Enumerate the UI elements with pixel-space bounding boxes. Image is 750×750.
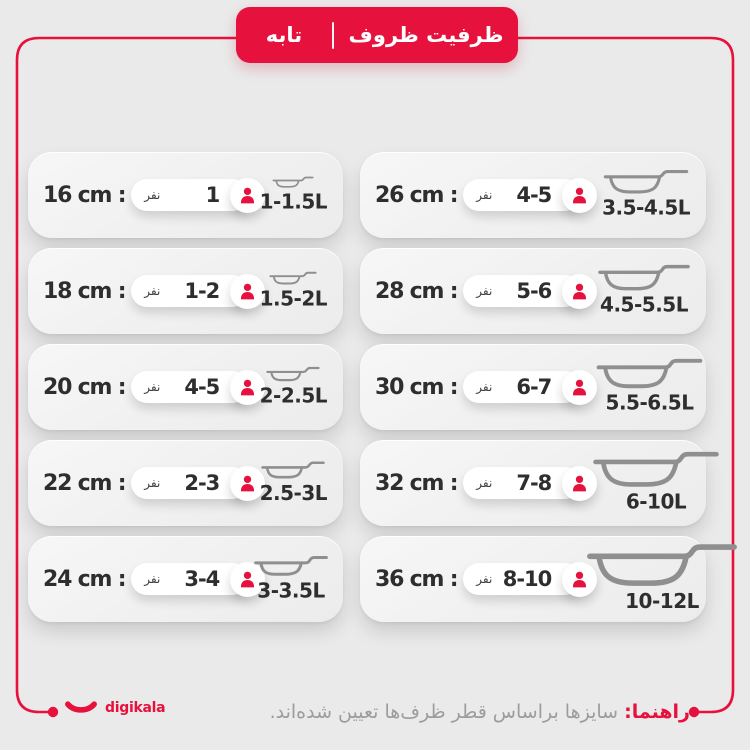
pan-icon [273, 177, 313, 189]
servings-count: 1-2 [184, 279, 220, 303]
digikala-logo [64, 700, 165, 716]
capacity-label: 3-3.5L [257, 578, 325, 603]
servings-count: 6-7 [516, 375, 552, 399]
servings-unit-label: نفر [476, 476, 493, 490]
capacity-block [597, 360, 702, 415]
digikala-wordmark: digikala [105, 700, 166, 716]
diameter-label: 16 cm : [43, 182, 126, 208]
servings-unit-label: نفر [144, 476, 161, 490]
capacity-label: 2.5-3L [259, 481, 327, 505]
card-32cm [360, 440, 706, 526]
servings-pill [131, 467, 249, 499]
servings-pill [131, 371, 249, 403]
diameter-label: 24 cm : [43, 566, 126, 592]
capacity-block [260, 177, 327, 214]
servings-count: 4-5 [184, 375, 220, 399]
servings-unit-label: نفر [476, 284, 493, 298]
pan-icon [594, 453, 718, 489]
servings-count: 2-3 [184, 471, 220, 495]
card-36cm [360, 536, 706, 622]
pan-icon [598, 266, 690, 292]
pan-icon [262, 461, 324, 480]
diameter-label: 32 cm : [375, 470, 458, 496]
servings-pill [463, 371, 581, 403]
diameter-label: 28 cm : [375, 278, 458, 304]
person-icon [562, 466, 597, 501]
capacity-label: 1.5-2L [259, 286, 327, 311]
servings-pill [463, 179, 581, 211]
card-16cm [28, 152, 343, 238]
card-20cm [28, 344, 343, 430]
footer-note-label: راهنما: [624, 701, 690, 723]
servings-count: 3-4 [184, 567, 220, 591]
diameter-label: 26 cm : [375, 182, 458, 208]
card-24cm [28, 536, 343, 622]
servings-count: 1 [205, 183, 220, 207]
capacity-block [594, 453, 718, 514]
diameter-label: 20 cm : [43, 374, 126, 400]
servings-unit-label: نفر [476, 188, 493, 202]
pan-icon [270, 272, 316, 286]
servings-pill [463, 563, 581, 595]
capacity-block [260, 272, 327, 311]
card-28cm [360, 248, 706, 334]
diameter-label: 30 cm : [375, 374, 458, 400]
capacity-block [255, 556, 327, 603]
size-cards-grid [28, 152, 706, 622]
capacity-block [602, 171, 690, 220]
capacity-label: 4.5-5.5L [600, 292, 688, 317]
person-icon [562, 370, 597, 405]
capacity-label: 6-10L [625, 489, 687, 514]
person-icon [562, 274, 597, 309]
capacity-label: 3.5-4.5L [602, 195, 690, 220]
servings-unit-label: نفر [144, 284, 161, 298]
servings-unit-label: نفر [144, 380, 161, 394]
servings-pill [131, 179, 249, 211]
servings-pill [463, 275, 581, 307]
card-26cm [360, 152, 706, 238]
digikala-smile-icon [64, 701, 98, 715]
frame-end-dot-left [48, 707, 58, 717]
person-icon [562, 178, 597, 213]
pan-icon [604, 171, 688, 195]
pan-icon [597, 360, 702, 390]
servings-pill [463, 467, 581, 499]
footer-note [270, 701, 690, 723]
card-22cm [28, 440, 343, 526]
diameter-label: 22 cm : [43, 470, 126, 496]
servings-pill [131, 275, 249, 307]
capacity-label: 2-2.5L [259, 383, 327, 408]
card-18cm [28, 248, 343, 334]
servings-count: 7-8 [516, 471, 552, 495]
capacity-block [260, 367, 327, 408]
capacity-block [598, 266, 690, 317]
pan-icon [255, 556, 327, 578]
servings-pill [131, 563, 249, 595]
servings-unit-label: نفر [144, 188, 161, 202]
servings-unit-label: نفر [476, 380, 493, 394]
capacity-block [260, 461, 327, 505]
capacity-label: 5.5-6.5L [605, 390, 694, 415]
servings-count: 8-10 [502, 567, 552, 591]
diameter-label: 18 cm : [43, 278, 126, 304]
pan-icon [267, 367, 319, 383]
header-title-capacity: ظرفیت ظروف [348, 23, 504, 47]
diameter-label: 36 cm : [375, 566, 458, 592]
frame-end-dot-right [689, 707, 699, 717]
pan-icon [588, 545, 736, 588]
capacity-label: 10-12L [625, 589, 699, 613]
servings-unit-label: نفر [476, 572, 493, 586]
header-title-pan: تابه [265, 23, 303, 47]
header-badge [236, 7, 518, 63]
servings-count: 4-5 [516, 183, 552, 207]
card-30cm [360, 344, 706, 430]
capacity-label: 1-1.5L [259, 189, 327, 214]
footer-note-text: سایزها براساس قطر ظرف‌ها تعیین شده‌اند. [269, 701, 619, 723]
servings-count: 5-6 [516, 279, 552, 303]
servings-unit-label: نفر [144, 572, 161, 586]
capacity-block [588, 545, 736, 613]
